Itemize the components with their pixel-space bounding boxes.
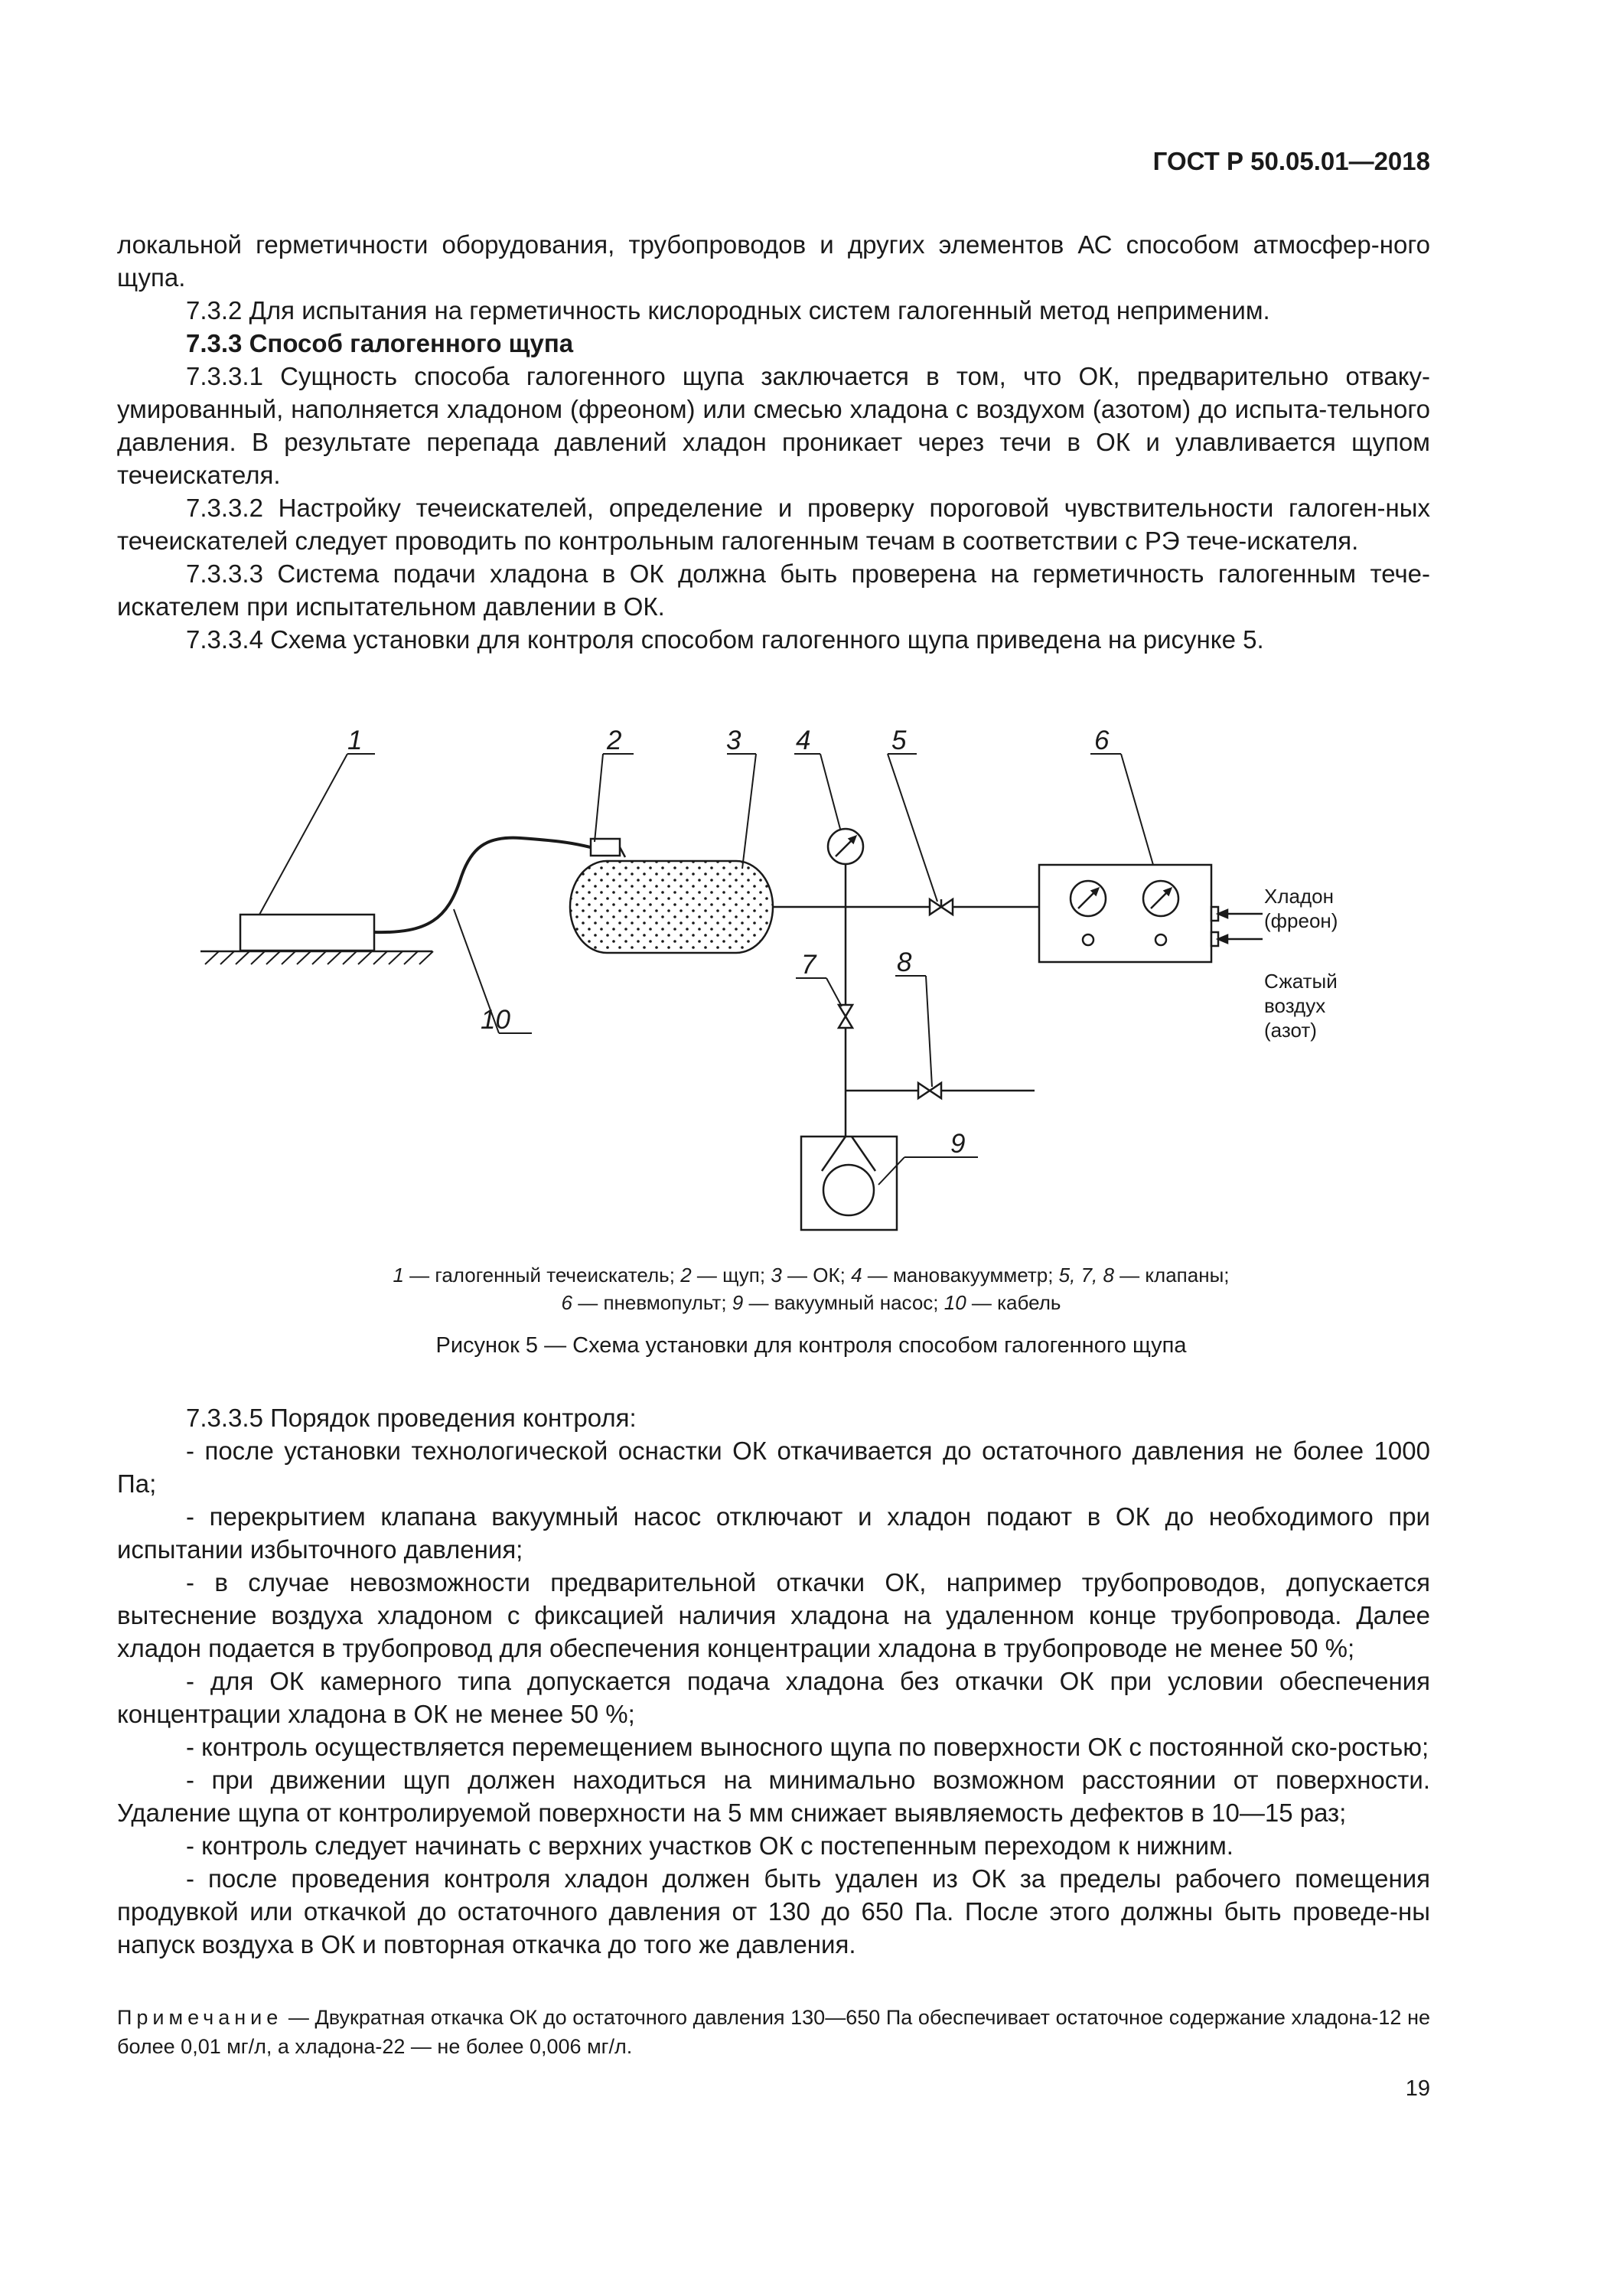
paragraph: - после установки технологической оснастки ОК откачивается до остаточного давления не более 1000 Па; [117,1437,1430,1498]
legend-number: 1 [393,1264,404,1287]
paragraph: - перекрытием клапана вакуумный насос отключают и хладон подают в ОК до необходимого при испытании избыточного давления; [117,1502,1430,1564]
legend-text: — пневмопульт; [572,1291,732,1314]
note-text: — Двукратная откачка ОК до остаточного давления 130—650 Па обеспечивает остаточное содержание хладона-12 не более 0,01 мг/л, а хладона-22 — не более 0,006 мг/л. [117,2006,1430,2058]
label-1: 1 [347,726,363,755]
top-text-block [117,228,1430,656]
note-label: Примечание [117,2006,283,2029]
legend-text: — кабель [966,1291,1061,1314]
document-id-header: ГОСТ Р 50.05.01—2018 [1152,147,1430,175]
figure-legend [153,1261,1469,1316]
legend-number: 5, 7, 8 [1058,1264,1114,1287]
paragraph: 7.3.2 Для испытания на герметичность кислородных систем галогенный метод неприменим. [186,296,1270,325]
legend-line-2 [153,1289,1469,1316]
paragraph: - контроль следует начинать с верхних участков ОК с постепенным переходом к нижним. [186,1831,1234,1860]
legend-text: — мановакуумметр; [862,1264,1059,1287]
label-3: 3 [726,726,741,755]
label-10: 10 [481,1005,510,1035]
paragraph: 7.3.3.3 Система подачи хладона в ОК должна быть проверена на герметичность галогенным тече-искателем при испытательном давлении в ОК. [117,559,1430,621]
paragraph: 7.3.3.4 Схема установки для контроля способом галогенного щупа приведена на рисунке 5. [186,625,1264,654]
paragraph: - контроль осуществляется перемещением выносного щупа по поверхности ОК с постоянной ско-ростью; [186,1733,1429,1761]
figure-caption: Рисунок 5 — Схема установки для контроля способом галогенного щупа [435,1333,1187,1358]
legend-number: 9 [732,1291,744,1314]
pneumatic-console [1039,865,1211,962]
paragraph: - при движении щуп должен находиться на минимально возможном расстоянии от поверхности. Удаление щупа от контролируемой поверхности на 5 мм снижает выявляемость дефектов в 10—15 раз; [117,1766,1430,1827]
valve-7 [839,1005,852,1028]
legend-number: 2 [680,1264,692,1287]
label-8: 8 [897,947,912,977]
page-number: 19 [1405,2076,1430,2101]
legend-text: — галогенный течеискатель; [403,1264,681,1287]
valve-8 [918,1083,941,1098]
legend-number: 3 [771,1264,782,1287]
label-2: 2 [607,726,622,755]
legend-number: 6 [561,1291,573,1314]
paragraph: 7.3.3.1 Сущность способа галогенного щупа заключается в том, что ОК, предварительно отваку-умированный, наполняется хладоном (фреоном) или смесью хладона с воздухом (азотом) до испыта-тельного давления. В результате перепада давлений хладон проникает через течи в ОК и улавливается щупом течеискателя. [117,362,1430,489]
freon-input-label: Хладон (фреон) [1264,885,1338,932]
legend-number: 4 [851,1264,862,1287]
leak-detector [240,915,374,951]
paragraph: - в случае невозможности предварительной откачки ОК, например трубопроводов, допускается вытеснение воздуха хладоном с фиксацией наличия хладона на удаленном конце трубопровода. Далее хладон подается в трубопровод для обеспечения концентрации хладона в трубопроводе не менее 50 %; [117,1568,1430,1662]
bottom-text-block [117,1401,1430,1961]
valve-5 [930,899,953,915]
paragraph: 7.3.3 Способ галогенного щупа [186,329,574,357]
legend-text: — ОК; [781,1264,852,1287]
label-4: 4 [796,726,811,755]
paragraph: - после проведения контроля хладон должен быть удален из ОК за пределы рабочего помещения продувкой или откачкой до остаточного давления от 130 до 650 Па. После этого должны быть проведе-ны напуск воздуха в ОК и повторная откачка до того же давления. [117,1864,1430,1958]
paragraph: - для ОК камерного типа допускается подача хладона без откачки ОК при условии обеспечения концентрации хладона в ОК не менее 50 %; [117,1667,1430,1728]
label-5: 5 [891,726,907,755]
label-7: 7 [801,950,816,980]
test-object [570,861,773,953]
label-9: 9 [950,1129,966,1159]
air-input-label: Сжатый воздух (азот) [1264,970,1338,1042]
legend-number: 10 [943,1291,966,1314]
cable [374,838,593,932]
legend-text: — вакуумный насос; [743,1291,944,1314]
paragraph: 7.3.3.5 Порядок проведения контроля: [186,1404,637,1432]
ground-hatching [205,951,433,964]
label-6: 6 [1094,726,1110,755]
legend-text: — клапаны; [1113,1264,1230,1287]
note [117,2003,1430,2061]
figure-5-diagram [176,712,1462,1309]
paragraph: 7.3.3.2 Настройку течеискателей, определение и проверку пороговой чувствительности галоген-ных течеискателей следует проводить по контрольным галогенным течам в соответствии с РЭ тече-искателя. [117,494,1430,555]
legend-text: — щуп; [691,1264,771,1287]
legend-line-1 [153,1261,1469,1289]
paragraph: локальной герметичности оборудования, трубопроводов и других элементов АС способом атмосфер-ного щупа. [117,230,1430,292]
